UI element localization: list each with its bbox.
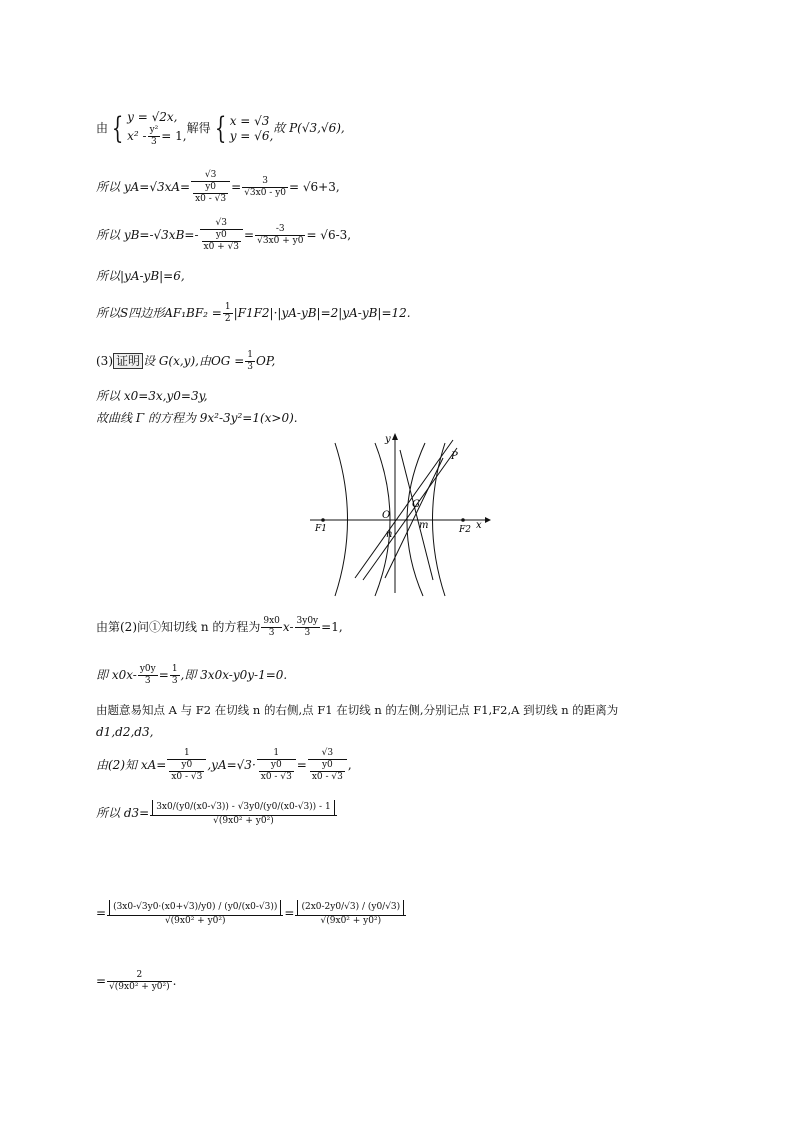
xA-yA-line: 由(2)知 xA= $\frac{1}{\frac{y0}{x0 - √3}}$ ,yA=√3· $\frac{1}{\frac{y0}{x0 - √3}}$ = $\frac{√3}{\frac{y0}{x0 - √3}}$ , xyxy=(96,748,352,782)
label-n: n xyxy=(386,529,393,540)
eq-y-sqrt2x: y = √2x, xyxy=(127,109,178,124)
area-line: 所以S四边形AF₁BF₂ = $\frac{1}{2}$ |F1F2|·|yA-yB|=2|yA-yB|=12. xyxy=(96,302,411,324)
proof-box: 证明 xyxy=(113,353,143,369)
line-tangent xyxy=(400,450,433,580)
tangent-n-line: 由第(2)问①知切线 n 的方程为 $\frac{9x0}{3}$ x- $\frac{3y0y}{3}$ =1, xyxy=(96,616,343,638)
focus-F1-dot xyxy=(321,518,325,522)
abs-numerator-d3: 3x0/(y0/(x0-√3)) - √3y0/(y0/(x0-√3)) - 1 xyxy=(152,800,335,815)
abs-diff-line: 所以|yA-yB|=6, xyxy=(96,269,185,283)
part3-line: (3) 证明 设 G(x,y),由OG = $\frac{1}{3}$ OP, xyxy=(96,350,276,372)
distance-names-line: d1,d2,d3, xyxy=(96,725,154,739)
curve-equation-line: 故曲线 Γ 的方程为 9x²-3y²=1(x>0). xyxy=(96,411,298,425)
system-2: x = √3 y = √6, xyxy=(229,113,274,143)
system-1: y = √2x, x² - $\frac{\text{y²}}{3}$ = 1, xyxy=(127,109,187,147)
point-P: 故 P(√3,√6), xyxy=(273,121,345,135)
yA-line: 所以 yA=√3xA= $\frac{√3}{\frac{y0}{x0 - √3}}$ = $\frac{3}{√3x0 - y0}$ = √6+3, xyxy=(96,170,340,204)
label-F1: F1 xyxy=(315,524,327,534)
line-m xyxy=(355,440,453,578)
d3-line: 所以 d3= $\frac{3x0/(y0/(x0-√3)) - √3y0/(y0/(x0-√3)) - 1}{\text{√(9x0² + y0²)}}$ xyxy=(96,800,338,827)
yB-line: 所以 yB=-√3xB=- $\frac{√3}{\frac{y0}{x0 + √3}}$ = $\frac{-3}{√3x0 + y0}$ = √6-3, xyxy=(96,218,352,252)
line-n xyxy=(363,448,457,580)
label-x: x xyxy=(476,520,482,531)
x0-y0-line: 所以 x0=3x,y0=3y, xyxy=(96,389,208,403)
eq-x2-part: x² - xyxy=(127,128,147,143)
d3-simplify-line: = $\frac{(3x0-√3y0\cdot(x0+√3)/y0) / (y0/(x0-√3))}{\text{√(9x0² + y0²)}}$ = $\frac{(2x0-2y0/√3) / (y0/√3)}{\text{√(9x0² + y0²)}}$ xyxy=(96,900,407,927)
label-F2: F2 xyxy=(459,525,471,535)
label-y: y xyxy=(385,434,391,445)
hyperbola-figure xyxy=(305,428,505,598)
label-P: P xyxy=(451,451,458,462)
d3-result-line: = $\frac{2}{\text{√(9x0² + y0²)}}$ . xyxy=(96,970,177,992)
label-O: O xyxy=(382,510,391,521)
brace-1: { xyxy=(111,110,124,146)
line-OP xyxy=(385,458,443,578)
solve-system-line xyxy=(96,108,345,148)
x-axis-arrow xyxy=(485,517,491,523)
y-axis-arrow xyxy=(392,433,398,440)
label-m: m xyxy=(419,520,429,531)
label-G: G xyxy=(412,499,420,510)
frac-sqrt3-over: $\frac{√3}{\frac{y0}{x0 - √3}}$ xyxy=(191,170,230,205)
focus-F2-dot xyxy=(461,518,465,522)
frac-y2-3: $\frac{\text{y²}}{3}$ xyxy=(149,124,159,147)
tangent-simplified-line: 即 x0x- $\frac{y0y}{3}$ = $\frac{1}{3}$ ,即 3x0x-y0y-1=0. xyxy=(96,664,288,686)
text-you: 由 xyxy=(96,121,109,135)
distance-statement-line: 由题意易知点 A 与 F2 在切线 n 的右侧,点 F1 在切线 n 的左侧,分别记点 F1,F2,A 到切线 n 的距离为 xyxy=(96,703,619,717)
brace-2: { xyxy=(214,110,226,146)
text-jiede: 解得 xyxy=(186,121,211,135)
